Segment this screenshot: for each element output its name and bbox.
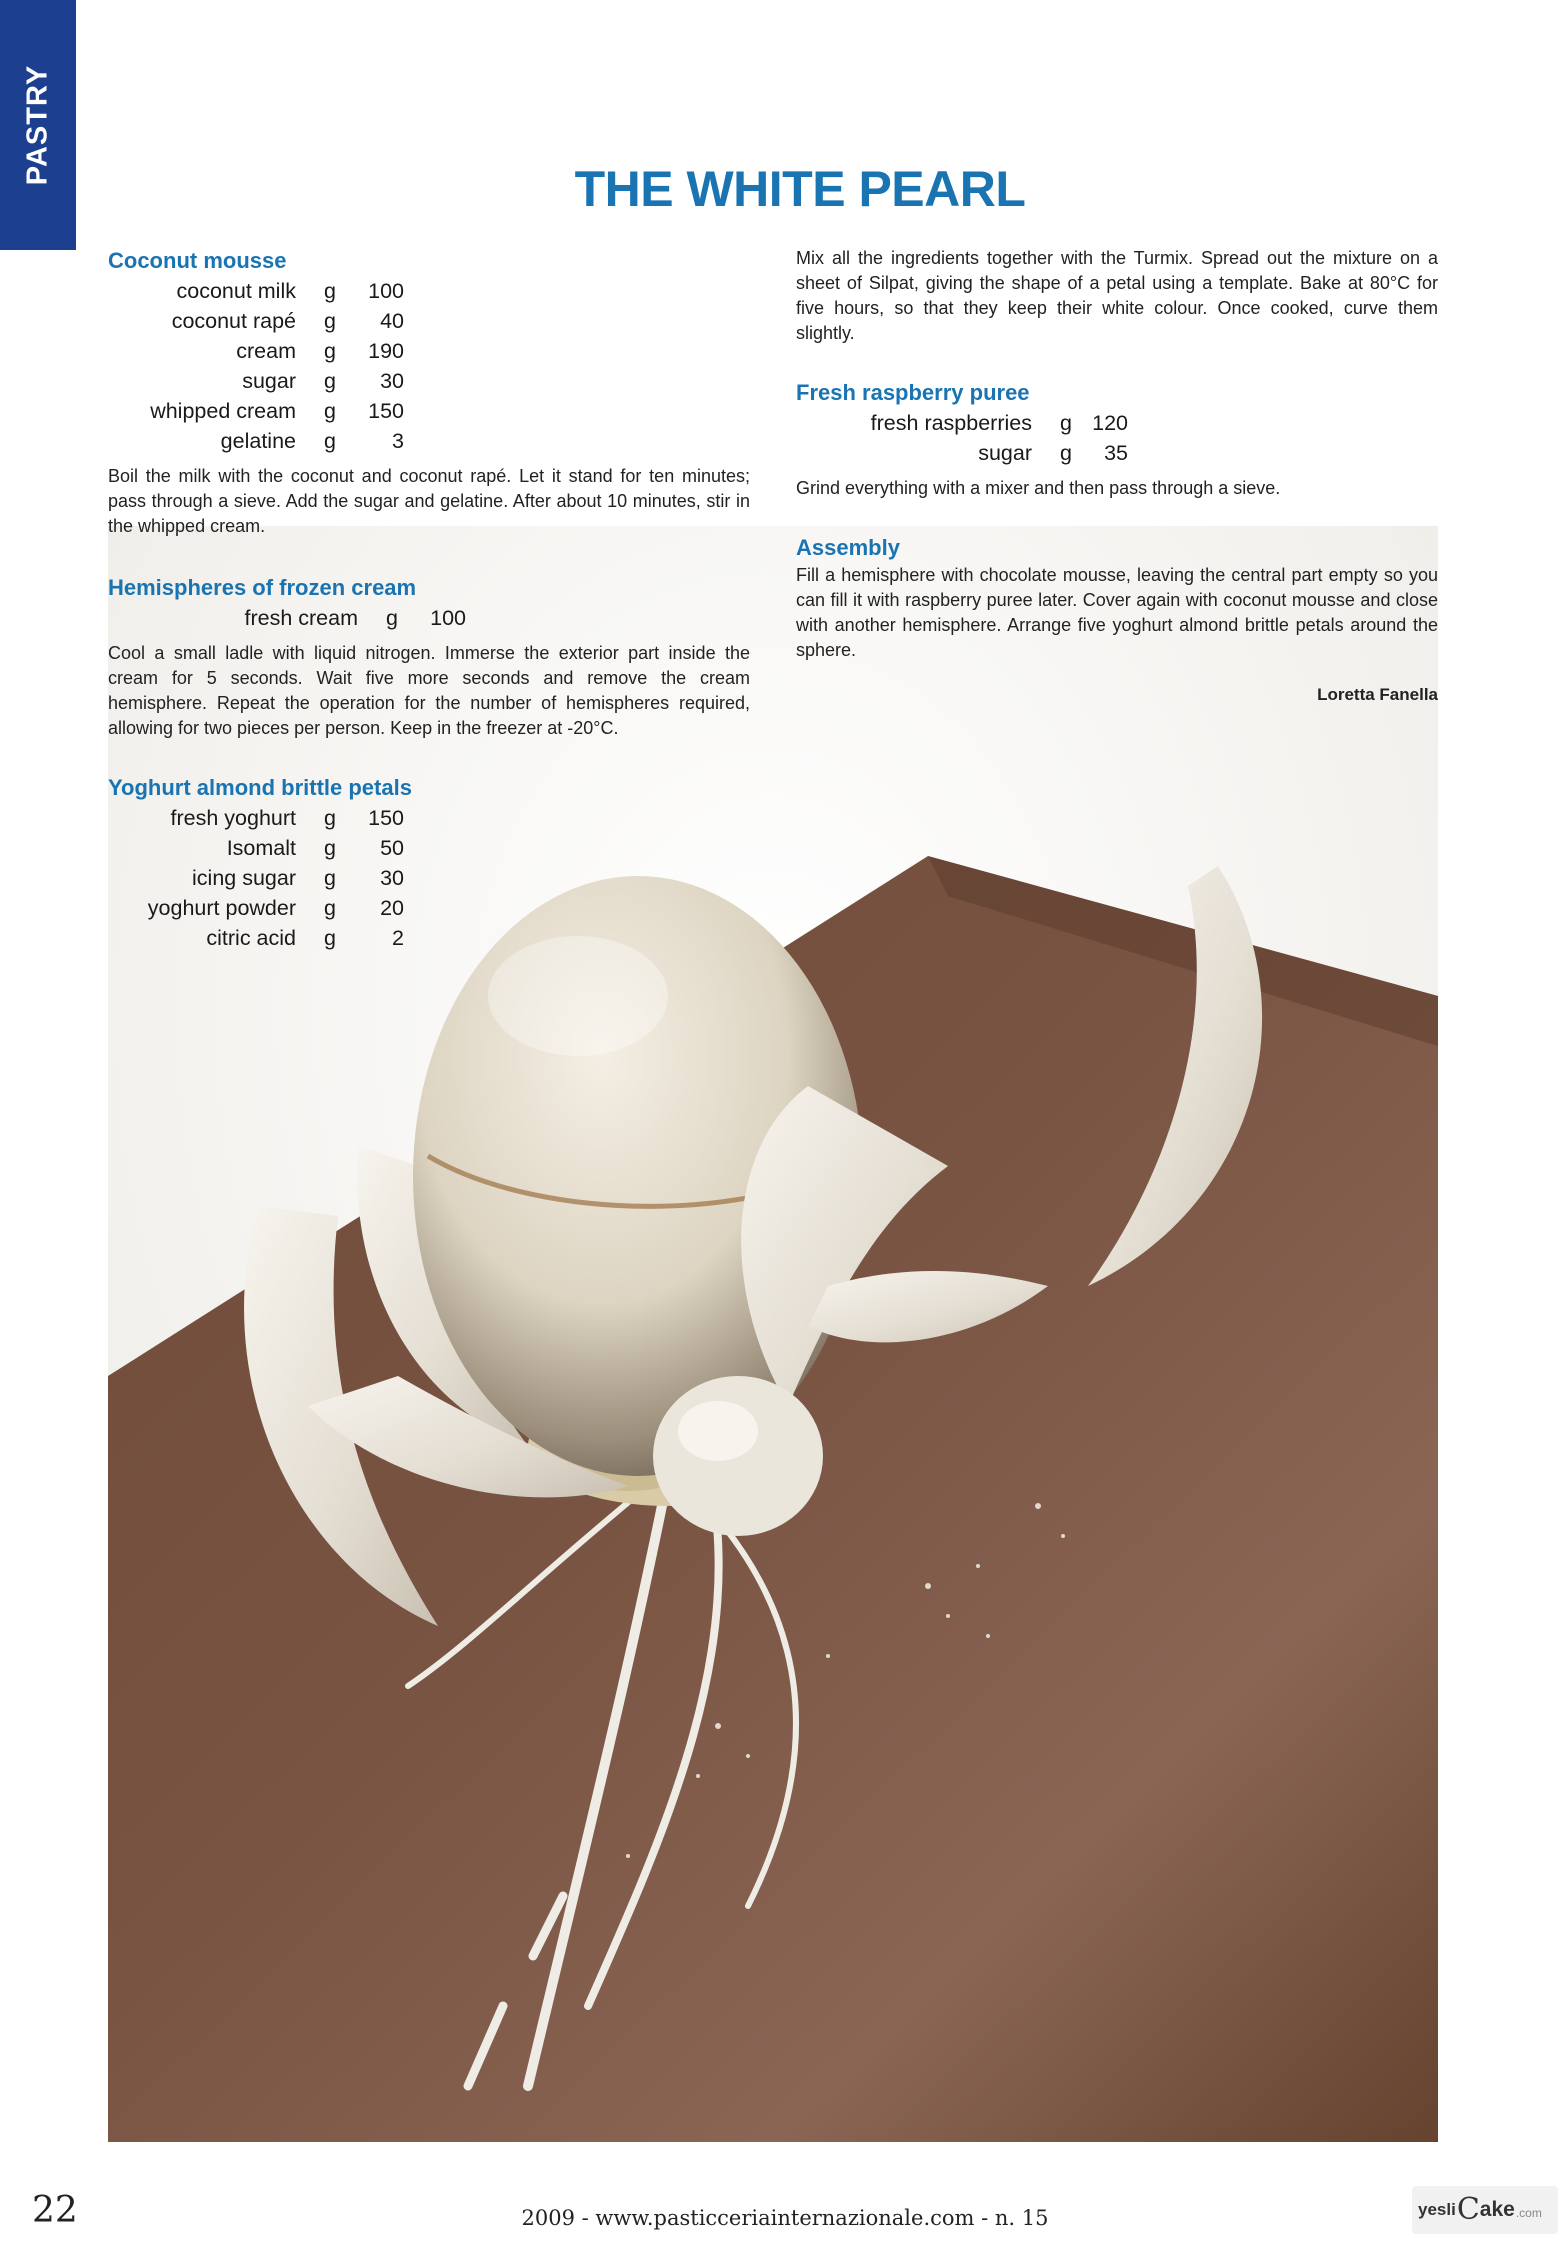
assembly-title: Assembly xyxy=(796,535,900,560)
hemispheres-text: Cool a small ladle with liquid nitrogen. Immerse the exterior part inside the cream for 5 seconds. Wait five more seconds and remove the cream hemisphere. Repeat the operation for the number of hemispheres required, allowing for two pieces per person. Keep in the freezer at -20°C. xyxy=(108,643,750,738)
ingredient-unit: g xyxy=(324,279,336,303)
ingredient-qty: 150 xyxy=(368,399,404,423)
ingredient-name: sugar xyxy=(978,441,1032,465)
ingredient-name: yoghurt powder xyxy=(147,896,296,920)
raspberry-ingredients xyxy=(796,408,1128,468)
ingredient-row xyxy=(108,863,404,893)
ingredient-name: sugar xyxy=(242,369,296,393)
ingredient-qty: 30 xyxy=(380,369,404,393)
ingredient-unit: g xyxy=(324,309,336,333)
ingredient-name: coconut milk xyxy=(176,279,296,303)
ingredient-row xyxy=(108,276,404,306)
ingredient-row xyxy=(108,603,466,633)
right-column xyxy=(796,246,1438,705)
ingredient-unit: g xyxy=(324,896,336,920)
ingredient-row xyxy=(108,366,404,396)
coconut-mousse-section xyxy=(108,246,750,539)
ingredient-row xyxy=(796,408,1128,438)
hemispheres-section xyxy=(108,573,750,741)
ingredient-qty: 40 xyxy=(380,309,404,333)
ingredient-unit: g xyxy=(1060,441,1072,465)
watermark-text-3: ake xyxy=(1479,2198,1515,2221)
ingredient-qty: 50 xyxy=(380,836,404,860)
ingredient-qty: 150 xyxy=(368,806,404,830)
petals-ingredients xyxy=(108,803,404,953)
ingredient-name: coconut rapé xyxy=(171,309,296,333)
ingredient-qty: 20 xyxy=(380,896,404,920)
assembly-section xyxy=(796,533,1438,663)
ingredient-name: whipped cream xyxy=(150,399,296,423)
ingredient-row xyxy=(108,923,404,953)
author-name: Loretta Fanella xyxy=(1317,685,1438,704)
section-tab-label: PASTRY xyxy=(21,64,54,186)
ingredient-qty: 100 xyxy=(430,606,466,630)
ingredient-unit: g xyxy=(324,429,336,453)
coconut-mousse-title: Coconut mousse xyxy=(108,248,287,273)
ingredient-name: fresh cream xyxy=(244,606,358,630)
ingredient-unit: g xyxy=(324,339,336,363)
ingredient-unit: g xyxy=(386,606,398,630)
ingredient-name: cream xyxy=(236,339,296,363)
ingredient-name: Isomalt xyxy=(226,836,296,860)
watermark-logo xyxy=(1412,2186,1558,2234)
ingredient-unit: g xyxy=(324,926,336,950)
ingredient-unit: g xyxy=(324,399,336,423)
footer-text: 2009 - www.pasticceriainternazionale.com - n. 15 xyxy=(521,2206,1049,2230)
ingredient-row xyxy=(108,336,404,366)
ingredient-unit: g xyxy=(324,836,336,860)
watermark-text-2: C xyxy=(1456,2192,1480,2227)
coconut-mousse-text: Boil the milk with the coconut and coconut rapé. Let it stand for ten minutes; pass through a sieve. Add the sugar and gelatine. After about 10 minutes, stir in the whipped cream. xyxy=(108,466,750,536)
ingredient-qty: 190 xyxy=(368,339,404,363)
ingredient-qty: 3 xyxy=(392,429,404,453)
ingredient-row xyxy=(108,803,404,833)
hemispheres-title: Hemispheres of frozen cream xyxy=(108,575,417,600)
ingredient-row xyxy=(108,893,404,923)
ingredient-unit: g xyxy=(324,369,336,393)
ingredient-name: icing sugar xyxy=(192,866,296,890)
left-column xyxy=(108,246,750,953)
petals-text: Mix all the ingredients together with the Turmix. Spread out the mixture on a sheet of Silpat, giving the shape of a petal using a template. Bake at 80°C for five hours, so that they keep their white colour. Once cooked, curve them slightly. xyxy=(796,248,1438,343)
ingredient-name: fresh yoghurt xyxy=(170,806,296,830)
ingredient-qty: 35 xyxy=(1104,441,1128,465)
ingredient-row xyxy=(108,306,404,336)
page-number: 22 xyxy=(32,2190,78,2231)
hemispheres-ingredients xyxy=(108,603,466,633)
coconut-mousse-ingredients xyxy=(108,276,404,456)
ingredient-qty: 30 xyxy=(380,866,404,890)
ingredient-qty: 100 xyxy=(368,279,404,303)
ingredient-row xyxy=(108,833,404,863)
ingredient-name: gelatine xyxy=(220,429,296,453)
ingredient-qty: 2 xyxy=(392,926,404,950)
ingredient-unit: g xyxy=(324,866,336,890)
raspberry-text: Grind everything with a mixer and then pass through a sieve. xyxy=(796,478,1281,498)
recipe-title: THE WHITE PEARL xyxy=(574,161,1026,217)
ingredient-row xyxy=(796,438,1128,468)
ingredient-name: fresh raspberries xyxy=(870,411,1032,435)
petals-title: Yoghurt almond brittle petals xyxy=(108,775,412,800)
ingredient-row xyxy=(108,426,404,456)
ingredient-unit: g xyxy=(1060,411,1072,435)
assembly-text: Fill a hemisphere with chocolate mousse, leaving the central part empty so you can fill it with raspberry puree later. Cover again with coconut mousse and close with another hemisphere. Arrange five yoghurt almond brittle petals around the sphere. xyxy=(796,565,1438,660)
ingredient-row xyxy=(108,396,404,426)
ingredient-name: citric acid xyxy=(206,926,296,950)
raspberry-section xyxy=(796,378,1438,501)
watermark-text-1: yesli xyxy=(1418,2200,1456,2219)
ingredient-qty: 120 xyxy=(1092,411,1128,435)
ingredient-unit: g xyxy=(324,806,336,830)
petals-section xyxy=(108,773,750,953)
watermark-text-4: .com xyxy=(1515,2205,1542,2220)
raspberry-title: Fresh raspberry puree xyxy=(796,380,1030,405)
